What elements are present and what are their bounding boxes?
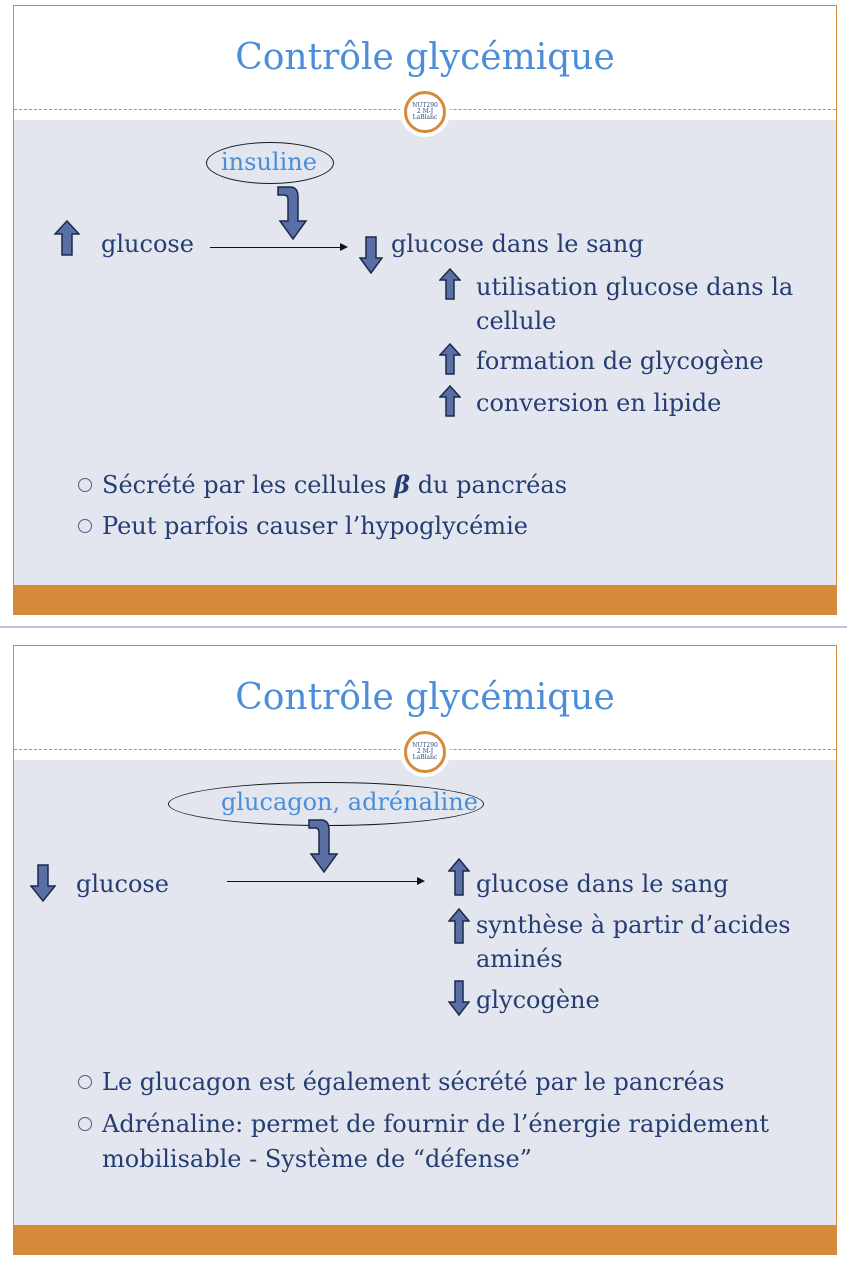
effect-item: synthèse à partir d’acides bbox=[476, 911, 791, 939]
bullet-ring-icon bbox=[78, 478, 92, 492]
slide-2 bbox=[13, 645, 837, 1255]
down-arrow-icon bbox=[448, 980, 470, 1016]
effect-item: conversion en lipide bbox=[476, 389, 722, 417]
effect-item: formation de glycogène bbox=[476, 347, 764, 375]
bullet-item-cont: mobilisable - Système de “défense” bbox=[102, 1145, 532, 1173]
footer-band bbox=[14, 585, 836, 614]
up-arrow-icon bbox=[448, 858, 470, 896]
bullet-item: Peut parfois causer l’hypoglycémie bbox=[78, 509, 528, 543]
effect-item-cont: aminés bbox=[476, 945, 563, 973]
bullet-item: Adrénaline: permet de fournir de l’énergie rapidement bbox=[78, 1107, 769, 1141]
up-arrow-icon bbox=[439, 385, 461, 417]
slide-title: Contrôle glycémique bbox=[235, 37, 615, 78]
bullet-item: Sécrété par les cellules β du pancréas bbox=[78, 468, 567, 502]
curved-down-arrow-icon bbox=[307, 816, 343, 874]
effect-item: utilisation glucose dans la bbox=[476, 273, 794, 301]
course-logo: NUT290 2 M-J LaBlanc bbox=[400, 727, 450, 777]
footer-band bbox=[14, 1225, 836, 1254]
hormone-label: glucagon, adrénaline bbox=[221, 788, 478, 816]
source-label: glucose bbox=[76, 870, 169, 898]
down-arrow-icon bbox=[359, 236, 383, 274]
up-arrow-icon bbox=[439, 343, 461, 375]
result-label: glucose dans le sang bbox=[476, 870, 729, 898]
reaction-arrowhead bbox=[340, 243, 348, 251]
reaction-arrow bbox=[227, 881, 417, 882]
up-arrow-icon bbox=[448, 908, 470, 944]
slide-1 bbox=[13, 5, 837, 615]
up-arrow-icon bbox=[54, 220, 80, 256]
up-arrow-icon bbox=[439, 268, 461, 300]
down-arrow-icon bbox=[30, 864, 56, 902]
slide-title: Contrôle glycémique bbox=[235, 677, 615, 718]
effect-item: glycogène bbox=[476, 986, 600, 1014]
hormone-label: insuline bbox=[221, 148, 317, 176]
bullet-ring-icon bbox=[78, 1117, 92, 1131]
result-label: glucose dans le sang bbox=[391, 230, 644, 258]
effect-item-cont: cellule bbox=[476, 307, 557, 335]
curved-down-arrow-icon bbox=[276, 183, 312, 241]
bullet-ring-icon bbox=[78, 1075, 92, 1089]
slide-separator bbox=[0, 626, 847, 628]
reaction-arrowhead bbox=[417, 877, 425, 885]
source-label: glucose bbox=[101, 230, 194, 258]
reaction-arrow bbox=[210, 247, 340, 248]
bullet-item: Le glucagon est également sécrété par le pancréas bbox=[78, 1065, 724, 1099]
course-logo: NUT290 2 M-J LaBlanc bbox=[400, 87, 450, 137]
bullet-ring-icon bbox=[78, 519, 92, 533]
